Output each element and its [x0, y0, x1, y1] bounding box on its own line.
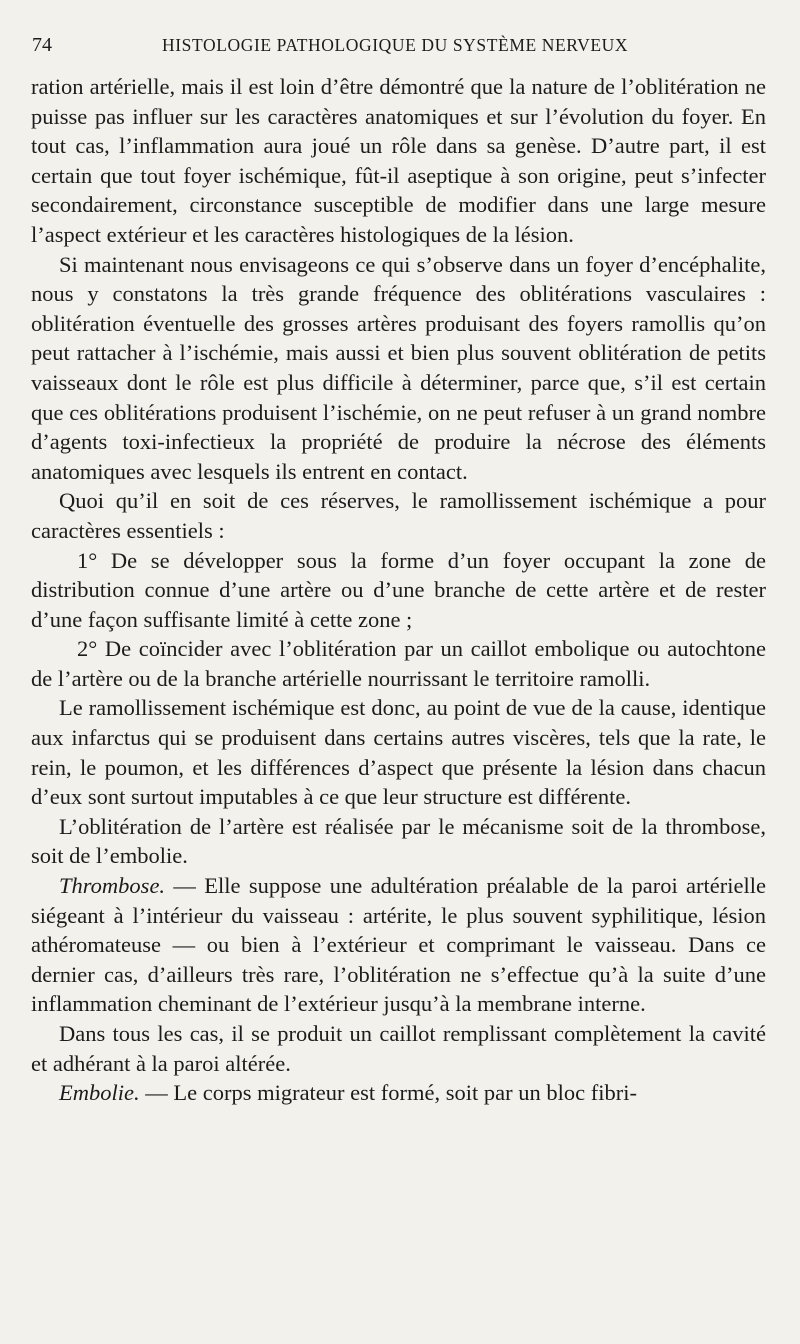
embolie-text: — Le corps migrateur est formé, soit par un bloc fibri-	[139, 1080, 637, 1106]
body-text	[30, 72, 766, 1108]
thrombose-text: — Elle suppose une adultération préalable de la paroi artérielle siégeant à l’intérieur du vaisseau : artérite, le plus souvent syphilitique, lésion athéromateuse — ou bien à l’extérieur et comprimant le vaisseau. Dans ce dernier cas, d’ailleurs très rare, l’oblitération ne s’effectue qu’à la suite d’une inflammation cheminant de l’extérieur jusqu’à la membrane interne.	[31, 873, 766, 1017]
paragraph-continuation: ration artérielle, mais il est loin d’être démontré que la nature de l’oblitération ne puisse pas influer sur les caractères anatomiques et sur l’évolution du foyer. En tout cas, l’inflammation aura joué un rôle dans sa genèse. D’autre part, il est certain que tout foyer ischémique, fût-il aseptique à son origine, peut s’infecter secondairement, circonstance susceptible de modifier dans une large mesure l’aspect extérieur et les caractères histologiques de la lésion.	[31, 74, 766, 247]
embolie-heading: Embolie.	[59, 1080, 140, 1106]
paragraph-caillot: Dans tous les cas, il se produit un caillot remplissant complètement la cavité et adhérant à la paroi altérée.	[31, 1021, 766, 1076]
paragraph-thrombose	[31, 871, 766, 1019]
list-item-2: 2° De coïncider avec l’oblitération par un caillot embolique ou autochtone de l’artère ou de la branche artérielle nourrissant le territoire ramolli.	[31, 636, 766, 691]
list-item-1: 1° De se développer sous la forme d’un foyer occupant la zone de distribution connue d’une artère ou d’une branche de cette artère et de rester d’une façon suffisante limité à cette zone ;	[31, 547, 766, 632]
paragraph-infarctus: Le ramollissement ischémique est donc, au point de vue de la cause, identique aux infarctus qui se produisent dans certains autres viscères, tels que la rate, le rein, le poumon, et les différences d’aspect que présente la lésion dans chacun d’eux sont surtout imputables à ce que leur structure est différente.	[31, 695, 766, 810]
paragraph-obliteration: L’oblitération de l’artère est réalisée par le mécanisme soit de la thrombose, soit de l’embolie.	[31, 813, 766, 869]
paragraph-caracteres: Quoi qu’il en soit de ces réserves, le ramollissement ischémique a pour caractères essentiels :	[31, 488, 766, 543]
paragraph-encephalite: Si maintenant nous envisageons ce qui s’observe dans un foyer d’encéphalite, nous y constatons la très grande fréquence des oblitérations vasculaires : oblitération éventuelle des grosses artères produisant des foyers ramollis qu’on peut rattacher à l’ischémie, mais aussi et bien plus souvent oblitération de petits vaisseaux dont le rôle est plus difficile à déterminer, parce que, s’il est certain que ces oblitérations produisent l’ischémie, on ne peut refuser à un grand nombre d’agents toxi-infectieux la propriété de produire la nécrose des éléments anatomiques avec lesquels ils entrent en contact.	[31, 251, 766, 484]
thrombose-heading: Thrombose.	[59, 873, 166, 899]
page-header	[30, 34, 766, 72]
page-number: 74	[32, 34, 52, 56]
paragraph-embolie	[31, 1078, 766, 1108]
running-title: HISTOLOGIE PATHOLOGIQUE DU SYSTÈME NERVEUX	[162, 35, 629, 55]
